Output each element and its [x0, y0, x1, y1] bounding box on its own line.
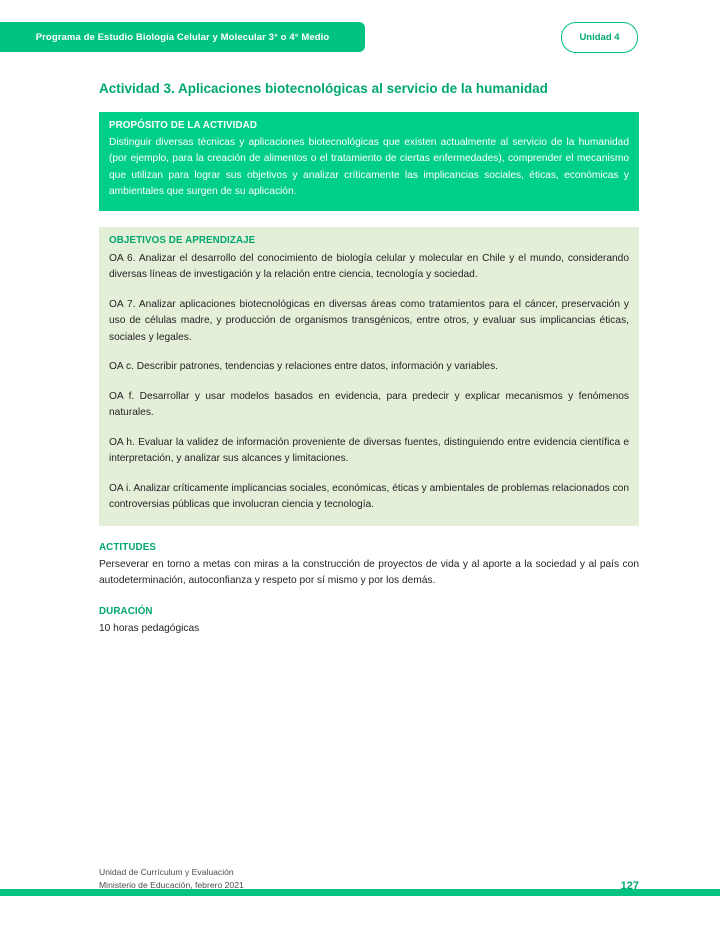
- header-program-band: [0, 22, 365, 52]
- page-number: 127: [620, 880, 639, 892]
- duration-heading: DURACIÓN: [99, 605, 153, 617]
- objectives-heading: OBJETIVOS DE APRENDIZAJE: [109, 234, 256, 246]
- footer-source-line2: Ministerio de Educación, febrero 2021: [99, 880, 244, 891]
- duration-text: 10 horas pedagógicas: [99, 622, 200, 634]
- purpose-heading: PROPÓSITO DE LA ACTIVIDAD: [109, 119, 258, 131]
- objective-item: OA i. Analizar críticamente implicancias sociales, económicas, éticas y ambientales de problemas relacionados con controversias públicas que involucran ciencia y tecnología.: [109, 482, 629, 511]
- header-program-label: Programa de Estudio Biología Celular y Molecular 3° o 4° Medio: [35, 31, 330, 43]
- page-title: Actividad 3. Aplicaciones biotecnológicas al servicio de la humanidad: [99, 81, 548, 96]
- objective-item: OA 6. Analizar el desarrollo del conocimiento de biología celular y molecular en Chile y el mundo, considerando diversas líneas de investigación y la relación entre ciencia, tecnología y sociedad.: [109, 252, 629, 281]
- objective-item: OA h. Evaluar la validez de información proveniente de diversas fuentes, distinguiendo entre evidencia científica e interpretación, y analizar sus alcances y limitaciones.: [109, 436, 629, 465]
- attitudes-section: [99, 542, 639, 590]
- footer-source: [99, 866, 244, 892]
- attitudes-heading: ACTITUDES: [99, 541, 156, 553]
- objective-item: OA f. Desarrollar y usar modelos basados en evidencia, para predecir y explicar mecanismos y fenómenos naturales.: [109, 390, 629, 419]
- objective-item: OA 7. Analizar aplicaciones biotecnológicas en diversas áreas como tratamientos para el cáncer, preservación y uso de células madre, y producción de organismos transgénicos, entre otros, y evaluar sus implicancias éticas, sociales y legales.: [109, 298, 629, 343]
- purpose-section: [99, 112, 639, 211]
- attitudes-text: Perseverar en torno a metas con miras a la construcción de proyectos de vida y al aporte a la sociedad y al país con autodeterminación, autoconfianza y respeto por sí mismo y por los demás.: [99, 558, 639, 587]
- unit-badge-label: Unidad 4: [579, 32, 620, 43]
- objectives-section: [99, 227, 639, 526]
- objective-item: OA c. Describir patrones, tendencias y relaciones entre datos, información y variables.: [109, 361, 499, 373]
- unit-badge: [561, 22, 638, 53]
- page-header: [0, 22, 720, 52]
- page-footer: [99, 866, 639, 892]
- duration-section: [99, 606, 639, 638]
- footer-source-line1: Unidad de Currículum y Evaluación: [99, 867, 234, 878]
- purpose-text: Distinguir diversas técnicas y aplicaciones biotecnológicas que existen actualmente al servicio de la humanidad (por ejemplo, para la creación de alimentos o el tratamiento de ciertas enfermedades), comprender el mecanismo que utilizan para lograr sus objetivos y analizar críticamente las implicancias sociales, éticas, económicas y ambientales que surgen de su aplicación.: [109, 136, 629, 198]
- page-content: [99, 80, 639, 653]
